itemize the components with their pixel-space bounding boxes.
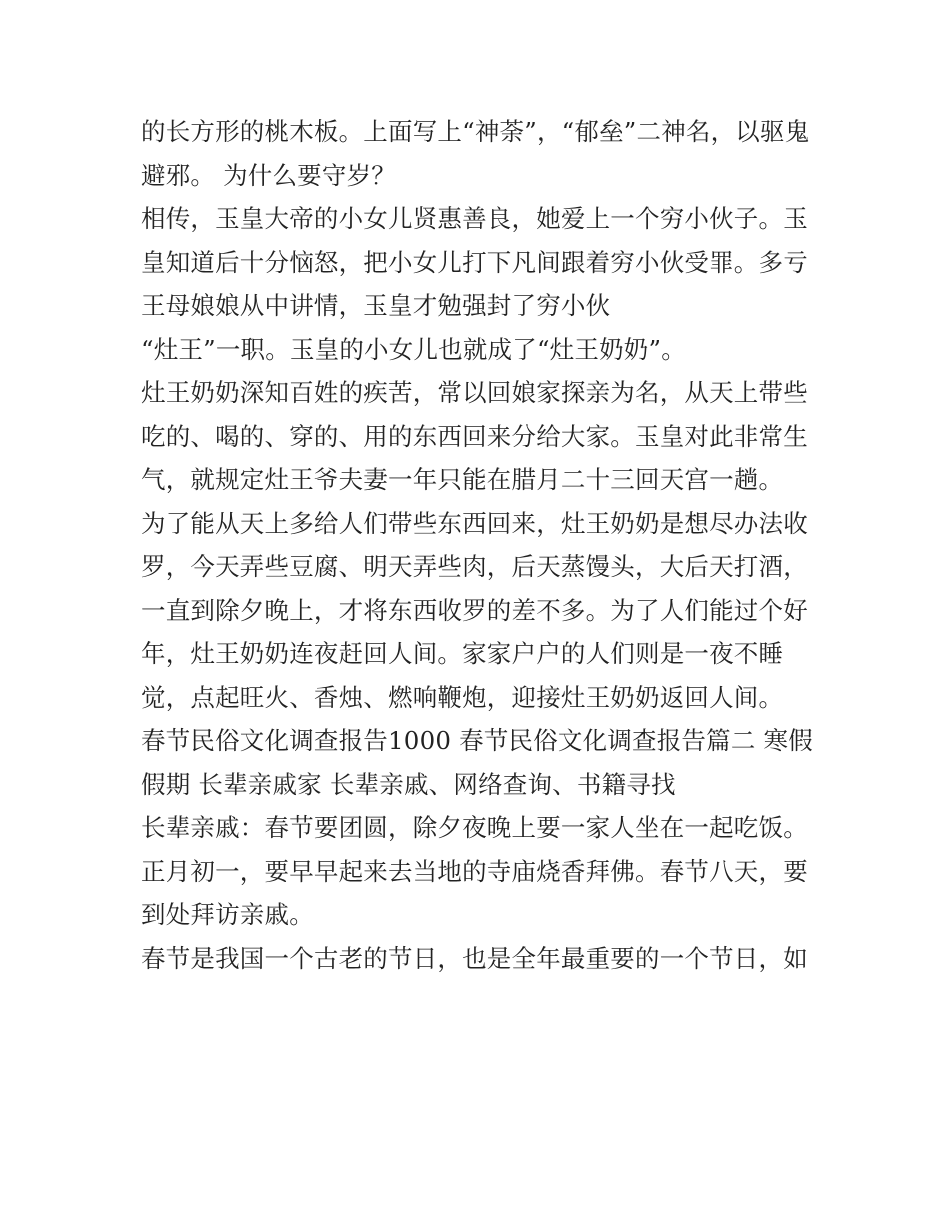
text-line: 的长方形的桃木板。上面写上“神荼”，“郁垒”二神名，以驱鬼	[141, 117, 810, 146]
text-line: 正月初一，要早早起来去当地的寺庙烧香拜佛。春节八天，要	[141, 856, 808, 886]
text-line: 春节是我国一个古老的节日，也是全年最重要的一个节日，如	[141, 943, 808, 973]
text-line: 相传，玉皇大帝的小女儿贤惠善良，她爱上一个穷小伙子。玉	[141, 204, 808, 233]
text-line: “灶王”一职。玉皇的小女儿也就成了“灶王奶奶”。	[141, 334, 686, 364]
text-line: 罗，今天弄些豆腐、明天弄些肉，后天蒸馒头，大后天打酒，	[141, 552, 808, 581]
text-line: 避邪。 为什么要守岁？	[141, 160, 396, 190]
text-line: 为了能从天上多给人们带些东西回来，灶王奶奶是想尽办法收	[141, 508, 808, 538]
text-line: 春节民俗文化调查报告1000 春节民俗文化调查报告篇二 寒假	[141, 726, 813, 755]
text-line: 吃的、喝的、穿的、用的东西回来分给大家。玉皇对此非常生	[141, 421, 808, 451]
text-line: 假期 长辈亲戚家 长辈亲戚、网络查询、书籍寻找	[141, 769, 676, 799]
text-line: 皇知道后十分恼怒，把小女儿打下凡间跟着穷小伙受罪。多亏	[141, 247, 808, 277]
text-line: 气，就规定灶王爷夫妻一年只能在腊月二十三回天宫一趟。	[141, 465, 784, 494]
text-line: 一直到除夕晚上，才将东西收罗的差不多。为了人们能过个好	[141, 595, 808, 625]
text-line: 王母娘娘从中讲情，玉皇才勉强封了穷小伙	[141, 291, 611, 320]
body-text	[141, 110, 821, 980]
text-line: 年，灶王奶奶连夜赶回人间。家家户户的人们则是一夜不睡	[141, 639, 784, 668]
text-line: 觉，点起旺火、香烛、燃响鞭炮，迎接灶王奶奶返回人间。	[141, 682, 784, 712]
text-line: 长辈亲戚：春节要团圆，除夕夜晚上要一家人坐在一起吃饭。	[141, 813, 808, 842]
text-line: 灶王奶奶深知百姓的疾苦，常以回娘家探亲为名，从天上带些	[141, 378, 808, 407]
text-line: 到处拜访亲戚。	[141, 900, 314, 929]
